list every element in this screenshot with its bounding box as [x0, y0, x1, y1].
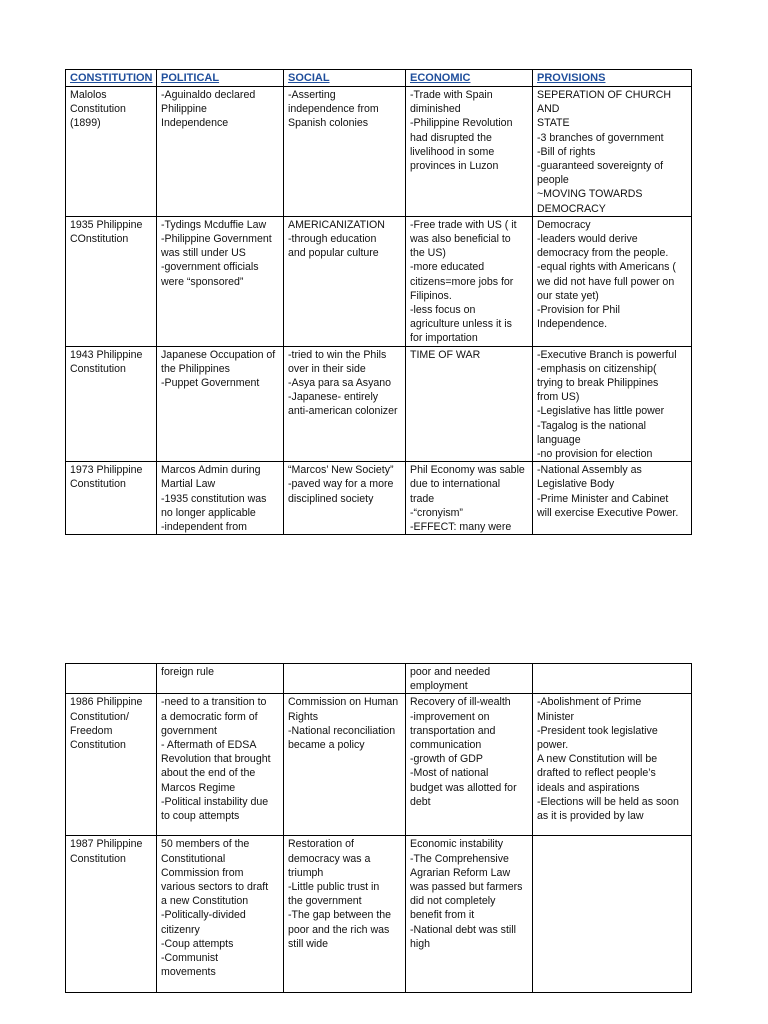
- constitution-table-page-1: [65, 69, 692, 535]
- table-header-row: [66, 70, 692, 87]
- cell-economic: -Trade with Spain diminished -Philippine Revolution had disrupted the livelihood in some provinces in Luzon: [406, 87, 533, 217]
- cell-political: Japanese Occupation of the Philippines -Puppet Government: [157, 346, 284, 462]
- header-economic: [406, 70, 533, 87]
- cell-provisions: SEPERATION OF CHURCH AND STATE -3 branches of government -Bill of rights -guaranteed sovereignty of people ~MOVING TOWARDS DEMOCRACY: [533, 87, 692, 217]
- cell-constitution: 1986 Philippine Constitution/ Freedom Constitution: [66, 694, 157, 836]
- cell-constitution: 1943 Philippine Constitution: [66, 346, 157, 462]
- header-label: POLITICAL: [161, 72, 220, 84]
- header-label: CONSTITUTION: [70, 72, 153, 84]
- cell-political: Marcos Admin during Martial Law -1935 constitution was no longer applicable -independent from: [157, 462, 284, 535]
- header-political: [157, 70, 284, 87]
- cell-political: -Aguinaldo declared Philippine Independence: [157, 87, 284, 217]
- header-label: SOCIAL: [288, 72, 330, 84]
- table-row-continuation: [66, 664, 692, 694]
- cell-social: AMERICANIZATION -through education and popular culture: [284, 216, 406, 346]
- constitution-table-page-2: [65, 663, 692, 993]
- cell-social: -tried to win the Phils over in their side -Asya para sa Asyano -Japanese- entirely anti-american colonizer: [284, 346, 406, 462]
- cell-economic: poor and needed employment: [406, 664, 533, 694]
- cell-constitution: 1987 Philippine Constitution: [66, 836, 157, 993]
- cell-provisions: -Abolishment of Prime Minister -President took legislative power. A new Constitution will be drafted to reflect people’s ideals and aspirations -Elections will be held as soon as it is provided by law: [533, 694, 692, 836]
- cell-social: Restoration of democracy was a triumph -Little public trust in the government -The gap between the poor and the rich was still wide: [284, 836, 406, 993]
- cell-economic: TIME OF WAR: [406, 346, 533, 462]
- table-row-1986: [66, 694, 692, 836]
- header-label: ECONOMIC: [410, 72, 471, 84]
- cell-political: -Tydings Mcduffie Law -Philippine Government was still under US -government officials were “sponsored”: [157, 216, 284, 346]
- cell-provisions: [533, 836, 692, 993]
- cell-provisions: Democracy -leaders would derive democracy from the people. -equal rights with Americans ( we did not have full power on our state yet) -Provision for Phil Independence.: [533, 216, 692, 346]
- cell-economic: Economic instability -The Comprehensive Agrarian Reform Law was passed but farmers did not completely benefit from it -National debt was still high: [406, 836, 533, 993]
- header-social: [284, 70, 406, 87]
- cell-economic: Recovery of ill-wealth -improvement on transportation and communication -growth of GDP -Most of national budget was allotted for debt: [406, 694, 533, 836]
- cell-constitution: [66, 664, 157, 694]
- cell-provisions: -Executive Branch is powerful -emphasis on citizenship( trying to break Philippines from US) -Legislative has little power -Tagalog is the national language -no provision for election: [533, 346, 692, 462]
- cell-social: “Marcos’ New Society” -paved way for a more disciplined society: [284, 462, 406, 535]
- cell-provisions: [533, 664, 692, 694]
- cell-political: foreign rule: [157, 664, 284, 694]
- table-row-1943: [66, 346, 692, 462]
- cell-political: 50 members of the Constitutional Commission from various sectors to draft a new Constitution -Politically-divided citizenry -Coup attempts -Communist movements: [157, 836, 284, 993]
- cell-social: -Asserting independence from Spanish colonies: [284, 87, 406, 217]
- table-row-1987: [66, 836, 692, 993]
- table-row-1973: [66, 462, 692, 535]
- table-row-1935: [66, 216, 692, 346]
- cell-constitution: Malolos Constitution (1899): [66, 87, 157, 217]
- header-constitution: [66, 70, 157, 87]
- cell-political: -need to a transition to a democratic form of government - Aftermath of EDSA Revolution that brought about the end of the Marcos Regime -Political instability due to coup attempts: [157, 694, 284, 836]
- cell-social: Commission on Human Rights -National reconciliation became a policy: [284, 694, 406, 836]
- cell-provisions: -National Assembly as Legislative Body -Prime Minister and Cabinet will exercise Executive Power.: [533, 462, 692, 535]
- cell-constitution: 1935 Philippine COnstitution: [66, 216, 157, 346]
- cell-economic: -Free trade with US ( it was also beneficial to the US) -more educated citizens=more jobs for Filipinos. -less focus on agriculture unless it is for importation: [406, 216, 533, 346]
- cell-economic: Phil Economy was sable due to international trade -“cronyism” -EFFECT: many were: [406, 462, 533, 535]
- header-label: PROVISIONS: [537, 72, 606, 84]
- header-provisions: [533, 70, 692, 87]
- table-row-malolos: [66, 87, 692, 217]
- cell-social: [284, 664, 406, 694]
- cell-constitution: 1973 Philippine Constitution: [66, 462, 157, 535]
